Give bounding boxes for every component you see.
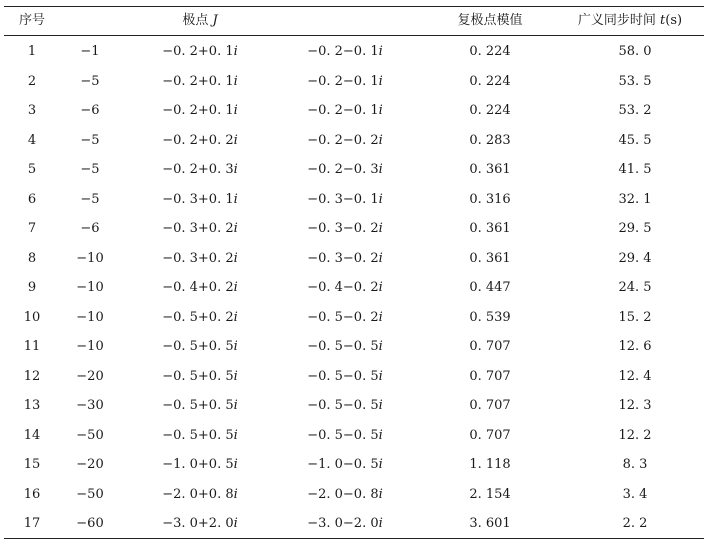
cell-pole-complex-lower [290, 155, 400, 184]
cell-sync-time: 41. 5 [618, 162, 652, 177]
imag-unit: i [378, 368, 383, 384]
table-row [0, 126, 709, 155]
pole-complex-value: −0. 2+0. 3 [162, 162, 234, 177]
pole-complex-value: −0. 2+0. 1 [162, 44, 234, 59]
cell-index: 13 [23, 398, 41, 413]
pole-complex-value: −0. 2−0. 3 [307, 162, 379, 177]
table-row [0, 450, 709, 479]
cell-pole-complex-upper [145, 421, 255, 450]
cell-pole-real: −20 [76, 368, 104, 384]
cell-sync-time: 45. 5 [618, 132, 652, 148]
pole-complex-value: −1. 0+0. 5 [162, 457, 234, 472]
cell-pole-complex-lower [290, 244, 400, 273]
imag-unit: i [378, 339, 383, 354]
cell-modulus: 0. 361 [469, 162, 511, 177]
pole-complex-value: −1. 0−0. 5 [307, 457, 379, 472]
cell-pole-complex-upper [145, 155, 255, 184]
cell-sync-time: 29. 4 [618, 250, 652, 266]
cell-modulus: 0. 447 [469, 280, 511, 295]
imag-unit: i [378, 221, 383, 236]
cell-modulus: 0. 316 [469, 191, 511, 207]
header-poles-label: 极点 [182, 13, 209, 28]
pole-complex-value: −0. 3−0. 2 [307, 221, 379, 236]
pole-complex-value: −0. 5−0. 5 [307, 398, 379, 413]
cell-pole-complex-lower [290, 391, 400, 420]
imag-unit: i [233, 73, 238, 89]
pole-complex-value: −2. 0−0. 8 [307, 486, 379, 502]
pole-complex-value: −0. 2−0. 2 [307, 132, 379, 148]
imag-unit: i [233, 427, 238, 443]
cell-pole-complex-upper [145, 96, 255, 125]
table-row [0, 303, 709, 332]
cell-modulus: 3. 601 [469, 516, 511, 531]
imag-unit: i [378, 250, 383, 266]
cell-pole-complex-upper [145, 303, 255, 332]
cell-pole-complex-upper [145, 273, 255, 302]
cell-pole-real: −5 [80, 132, 100, 148]
pole-complex-value: −0. 3−0. 2 [307, 250, 379, 266]
imag-unit: i [378, 516, 383, 531]
pole-complex-value: −0. 5−0. 5 [307, 427, 379, 443]
cell-sync-time: 2. 2 [622, 516, 648, 531]
pole-complex-value: −0. 2+0. 2 [162, 132, 234, 148]
table-row [0, 37, 709, 66]
cell-pole-complex-lower [290, 421, 400, 450]
header-time-unit: (s) [665, 13, 683, 28]
cell-pole-complex-upper [145, 126, 255, 155]
cell-index: 6 [27, 191, 37, 207]
pole-complex-value: −0. 5+0. 5 [162, 398, 234, 413]
pole-complex-value: −0. 2+0. 1 [162, 103, 234, 118]
cell-sync-time: 12. 6 [618, 339, 652, 354]
cell-index: 17 [23, 516, 41, 531]
cell-pole-complex-lower [290, 509, 400, 538]
cell-pole-real: −10 [76, 309, 104, 325]
table-row [0, 480, 709, 509]
cell-pole-complex-upper [145, 362, 255, 391]
table-row [0, 273, 709, 302]
cell-pole-complex-lower [290, 67, 400, 96]
table-bottom-rule [4, 538, 704, 539]
table-row [0, 509, 709, 538]
cell-pole-complex-upper [145, 332, 255, 361]
header-time [560, 7, 700, 35]
cell-sync-time: 32. 1 [618, 191, 652, 207]
imag-unit: i [233, 250, 238, 266]
imag-unit: i [233, 398, 238, 413]
cell-sync-time: 12. 4 [618, 368, 652, 384]
cell-sync-time: 24. 5 [618, 280, 652, 295]
cell-pole-real: −1 [80, 44, 100, 59]
cell-pole-real: −5 [80, 162, 100, 177]
pole-complex-value: −2. 0+0. 8 [162, 486, 234, 502]
cell-modulus: 1. 118 [469, 457, 511, 472]
imag-unit: i [378, 162, 383, 177]
imag-unit: i [378, 103, 383, 118]
table-row [0, 391, 709, 420]
imag-unit: i [233, 221, 238, 236]
cell-pole-complex-lower [290, 214, 400, 243]
cell-pole-real: −5 [80, 73, 100, 89]
cell-index: 15 [23, 457, 41, 472]
pole-complex-value: −0. 5+0. 5 [162, 427, 234, 443]
imag-unit: i [233, 368, 238, 384]
cell-index: 8 [27, 250, 37, 266]
imag-unit: i [233, 457, 238, 472]
cell-sync-time: 53. 5 [618, 73, 652, 89]
cell-sync-time: 8. 3 [622, 457, 648, 472]
cell-modulus: 0. 224 [469, 44, 511, 59]
cell-pole-complex-lower [290, 303, 400, 332]
table-row [0, 155, 709, 184]
pole-complex-value: −0. 5+0. 5 [162, 368, 234, 384]
cell-pole-complex-lower [290, 185, 400, 214]
cell-modulus: 0. 707 [469, 398, 511, 413]
table-row [0, 362, 709, 391]
cell-pole-real: −30 [76, 398, 104, 413]
cell-sync-time: 58. 0 [618, 44, 652, 59]
pole-complex-value: −3. 0+2. 0 [162, 516, 234, 531]
table-row [0, 96, 709, 125]
cell-modulus: 0. 707 [469, 339, 511, 354]
cell-pole-complex-upper [145, 480, 255, 509]
header-poles-symbol: J [212, 13, 218, 28]
cell-pole-complex-lower [290, 450, 400, 479]
imag-unit: i [378, 132, 383, 148]
cell-modulus: 0. 224 [469, 103, 511, 118]
table-row [0, 244, 709, 273]
cell-modulus: 0. 361 [469, 250, 511, 266]
pole-complex-value: −0. 4−0. 2 [307, 280, 379, 295]
pole-complex-value: −0. 3+0. 2 [162, 221, 234, 236]
table-row [0, 214, 709, 243]
table-row [0, 332, 709, 361]
cell-pole-complex-lower [290, 332, 400, 361]
cell-modulus: 0. 361 [469, 221, 511, 236]
cell-pole-real: −50 [76, 427, 104, 443]
cell-pole-real: −6 [80, 103, 100, 118]
imag-unit: i [378, 427, 383, 443]
header-modulus: 复极点模值 [457, 13, 523, 28]
cell-pole-complex-upper [145, 509, 255, 538]
table-header [0, 7, 709, 35]
pole-complex-value: −0. 2+0. 1 [162, 73, 234, 89]
imag-unit: i [233, 280, 238, 295]
imag-unit: i [233, 516, 238, 531]
cell-pole-complex-lower [290, 362, 400, 391]
cell-sync-time: 53. 2 [618, 103, 652, 118]
cell-pole-complex-upper [145, 244, 255, 273]
imag-unit: i [233, 44, 238, 59]
pole-complex-value: −0. 2−0. 1 [307, 103, 379, 118]
table-row [0, 185, 709, 214]
header-time-symbol: t [660, 13, 666, 28]
cell-pole-real: −60 [76, 516, 104, 531]
imag-unit: i [378, 457, 383, 472]
imag-unit: i [378, 280, 383, 295]
cell-pole-real: −5 [80, 191, 100, 207]
header-index: 序号 [18, 13, 45, 28]
cell-pole-real: −10 [76, 339, 104, 354]
cell-index: 4 [27, 132, 37, 148]
cell-pole-real: −20 [76, 457, 104, 472]
cell-pole-real: −10 [76, 280, 104, 295]
table-header-rule [4, 35, 704, 36]
cell-index: 2 [27, 73, 37, 89]
imag-unit: i [233, 191, 238, 207]
cell-pole-complex-lower [290, 126, 400, 155]
imag-unit: i [233, 103, 238, 118]
imag-unit: i [233, 132, 238, 148]
cell-pole-complex-upper [145, 37, 255, 66]
cell-pole-complex-upper [145, 67, 255, 96]
imag-unit: i [378, 73, 383, 89]
cell-pole-complex-upper [145, 391, 255, 420]
table-row [0, 67, 709, 96]
table-row [0, 421, 709, 450]
cell-pole-real: −50 [76, 486, 104, 502]
cell-modulus: 0. 707 [469, 368, 511, 384]
pole-complex-value: −0. 2−0. 1 [307, 73, 379, 89]
cell-index: 14 [23, 427, 41, 443]
cell-pole-complex-upper [145, 450, 255, 479]
cell-pole-complex-lower [290, 37, 400, 66]
header-time-label: 广义同步时间 [577, 13, 656, 28]
imag-unit: i [233, 339, 238, 354]
pole-complex-value: −0. 5−0. 2 [307, 309, 379, 325]
pole-complex-value: −0. 2−0. 1 [307, 44, 379, 59]
imag-unit: i [233, 486, 238, 502]
cell-modulus: 2. 154 [469, 486, 511, 502]
pole-complex-value: −0. 5+0. 5 [162, 339, 234, 354]
header-poles [160, 7, 240, 35]
cell-modulus: 0. 224 [469, 73, 511, 89]
imag-unit: i [378, 309, 383, 325]
pole-complex-value: −0. 5+0. 2 [162, 309, 234, 325]
cell-pole-complex-lower [290, 273, 400, 302]
cell-pole-real: −10 [76, 250, 104, 266]
cell-pole-complex-upper [145, 185, 255, 214]
cell-index: 9 [27, 280, 37, 295]
cell-pole-complex-upper [145, 214, 255, 243]
imag-unit: i [378, 44, 383, 59]
imag-unit: i [378, 191, 383, 207]
pole-complex-value: −3. 0−2. 0 [307, 516, 379, 531]
cell-index: 16 [23, 486, 41, 502]
pole-complex-value: −0. 4+0. 2 [162, 280, 234, 295]
cell-index: 3 [27, 103, 37, 118]
cell-index: 5 [27, 162, 37, 177]
pole-complex-value: −0. 5−0. 5 [307, 368, 379, 384]
pole-complex-value: −0. 3+0. 1 [162, 191, 234, 207]
cell-sync-time: 12. 3 [618, 398, 652, 413]
pole-complex-value: −0. 3−0. 1 [307, 191, 379, 207]
cell-modulus: 0. 539 [469, 309, 511, 325]
cell-modulus: 0. 283 [469, 132, 511, 148]
cell-index: 7 [27, 221, 37, 236]
cell-index: 11 [23, 339, 41, 354]
cell-sync-time: 3. 4 [622, 486, 648, 502]
imag-unit: i [233, 309, 238, 325]
cell-index: 1 [27, 44, 37, 59]
cell-pole-real: −6 [80, 221, 100, 236]
cell-sync-time: 29. 5 [618, 221, 652, 236]
cell-index: 10 [23, 309, 41, 325]
cell-index: 12 [23, 368, 41, 384]
imag-unit: i [378, 486, 383, 502]
imag-unit: i [378, 398, 383, 413]
cell-sync-time: 15. 2 [618, 309, 652, 325]
cell-sync-time: 12. 2 [618, 427, 652, 443]
cell-pole-complex-lower [290, 96, 400, 125]
pole-complex-value: −0. 5−0. 5 [307, 339, 379, 354]
cell-pole-complex-lower [290, 480, 400, 509]
pole-complex-value: −0. 3+0. 2 [162, 250, 234, 266]
imag-unit: i [233, 162, 238, 177]
cell-modulus: 0. 707 [469, 427, 511, 443]
